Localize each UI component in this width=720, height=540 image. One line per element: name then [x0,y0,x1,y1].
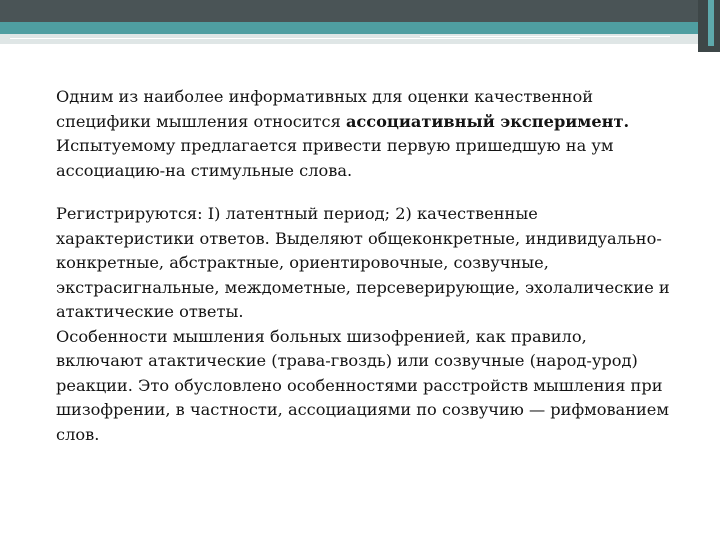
paragraph-1-bold-term: ассоциативный эксперимент. [345,111,630,131]
header-light-strip [0,34,720,44]
header-bar [0,0,720,22]
paragraph-registration: Регистрируются: I) латентный период; 2) качественные характеристики ответов. Выделяют общеконкретные, индивидуально-конкретные, абстрактные, ориентировочные, созвучные, экстрасигнальные, междометные, персеверирующие, эхолалические и атактические ответы. [56,204,670,321]
header-accent-strip [0,22,720,34]
paragraph-schizophrenia: Особенности мышления больных шизофренией, как правило, включают атактические (трава-гвоздь) или созвучные (народ-урод) реакции. Это обусловлено особенностями расстройств мышления при шизофрении, в частности, ассоциациями по созвучию — рифмованием слов. [56,326,669,444]
header-corner-accent [708,0,714,46]
paragraph-1-text-b: Испытуемому предлагается привести первую пришедшую на ум ассоциацию-на стимульные слова. [56,136,614,180]
paragraph-1-text-a: Одним из наиболее информативных для оценки качественной специфики мышления относится [56,87,594,131]
header-corner-block [698,0,720,52]
header-decor-line [420,36,670,37]
paragraph-associative-experiment [56,85,676,183]
slide-body [56,85,676,447]
header-decor-line [10,38,580,39]
